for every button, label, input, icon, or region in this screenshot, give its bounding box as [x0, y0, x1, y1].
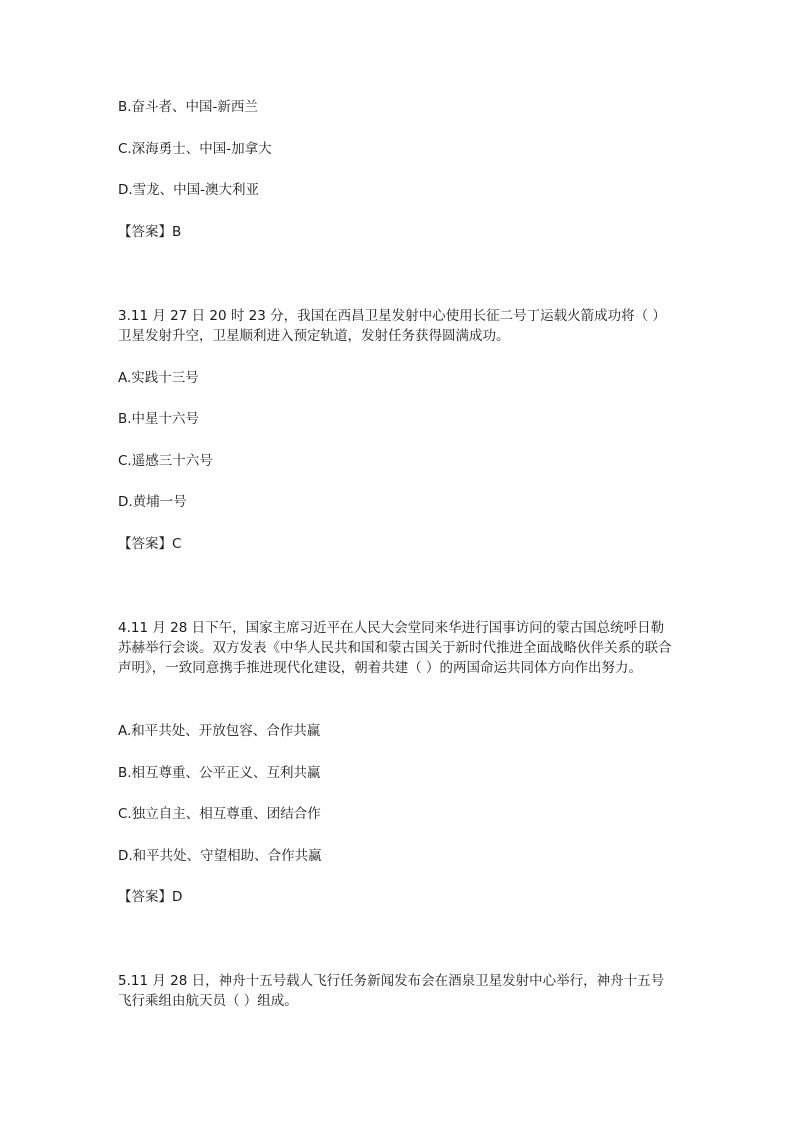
q2-option-b: B.奋斗者、中国-新西兰 [118, 99, 258, 115]
q4-answer: 【答案】D [118, 889, 183, 905]
q4-option-a: A.和平共处、开放包容、合作共赢 [118, 723, 321, 739]
q3-option-d: D.黄埔一号 [118, 494, 187, 510]
q3-answer: 【答案】C [118, 536, 182, 552]
q3-option-b: B.中星十六号 [118, 411, 200, 427]
q2-option-c: C.深海勇士、中国-加拿大 [118, 141, 272, 157]
q4-stem: 4.11 月 28 日下午，国家主席习近平在人民大会堂同来华进行国事访问的蒙古国总统呼日勒苏赫举行会谈。双方发表《中华人民共和国和蒙古国关于新时代推进全面战略伙伴关系的联合声明》，一致同意携手推进现代化建设，朝着共建（ ）的两国命运共同体方向作出努力。 [118, 620, 672, 676]
q4-option-d: D.和平共处、守望相助、合作共赢 [118, 848, 322, 864]
q4-option-c: C.独立自主、相互尊重、团结合作 [118, 806, 321, 822]
q4-option-b: B.相互尊重、公平正义、互利共赢 [118, 765, 321, 781]
q3-option-a: A.实践十三号 [118, 370, 199, 386]
q3-option-c: C.遥感三十六号 [118, 453, 213, 469]
q3-stem: 3.11 月 27 日 20 时 23 分，我国在西昌卫星发射中心使用长征二号丁运载火箭成功将（ ）卫星发射升空，卫星顺利进入预定轨道，发射任务获得圆满成功。 [118, 308, 666, 344]
q5-stem: 5.11 月 28 日，神舟十五号载人飞行任务新闻发布会在酒泉卫星发射中心举行，神舟十五号飞行乘组由航天员（ ）组成。 [118, 973, 665, 1009]
q2-answer: 【答案】B [118, 224, 182, 240]
q2-option-d: D.雪龙、中国-澳大利亚 [118, 182, 260, 198]
